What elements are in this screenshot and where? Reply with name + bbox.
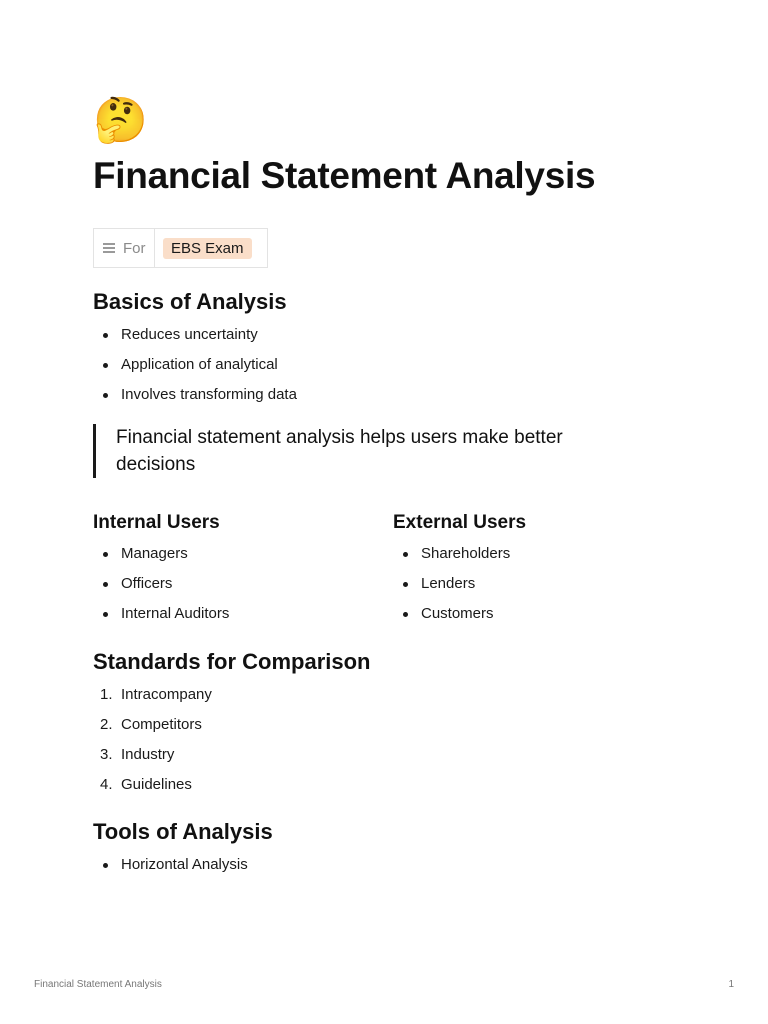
heading-external-users: External Users [393,512,527,533]
list-item: Managers [93,544,393,563]
list-item-label: Industry [121,746,175,763]
thinking-face-icon: 🤔 [93,95,148,146]
list-item-label: Intracompany [121,686,212,703]
external-users-column [393,511,693,623]
list-item [93,685,693,704]
tools-list [93,855,693,874]
list-number: 1. [100,686,113,703]
list-item [93,745,693,764]
page-title: Financial Statement Analysis [93,155,596,196]
footer-title: Financial Statement Analysis [34,979,162,990]
external-users-list [393,544,693,623]
list-number: 4. [100,776,113,793]
property-key-label: For [123,239,146,257]
tag-ebs-exam[interactable]: EBS Exam [163,238,252,259]
heading-internal-users: Internal Users [93,512,220,533]
internal-users-column [93,511,393,623]
quote-block: Financial statement analysis helps users make better decisions [93,424,633,478]
list-item: Shareholders [393,544,693,563]
basics-list [93,325,693,404]
standards-list [93,685,693,794]
heading-basics-of-analysis: Basics of Analysis [93,289,287,314]
list-item: Reduces uncertainty [93,325,693,344]
list-item: Officers [93,574,393,593]
internal-users-list [93,544,393,623]
list-icon [103,241,115,256]
footer-page-number: 1 [728,979,734,990]
list-item [93,775,693,794]
list-item-label: Competitors [121,716,202,733]
document-page [93,96,693,874]
users-columns [93,511,693,623]
list-item-label: Guidelines [121,776,192,793]
property-key [94,229,155,267]
list-item: Involves transforming data [93,385,693,404]
list-item: Lenders [393,574,693,593]
list-item [93,715,693,734]
heading-standards-for-comparison: Standards for Comparison [93,649,371,674]
list-item: Internal Auditors [93,604,393,623]
list-number: 3. [100,746,113,763]
heading-tools-of-analysis: Tools of Analysis [93,819,273,844]
list-number: 2. [100,716,113,733]
property-row [93,228,268,268]
list-item: Application of analytical [93,355,693,374]
list-item: Customers [393,604,693,623]
list-item: Horizontal Analysis [93,855,693,874]
property-value[interactable] [155,229,267,267]
